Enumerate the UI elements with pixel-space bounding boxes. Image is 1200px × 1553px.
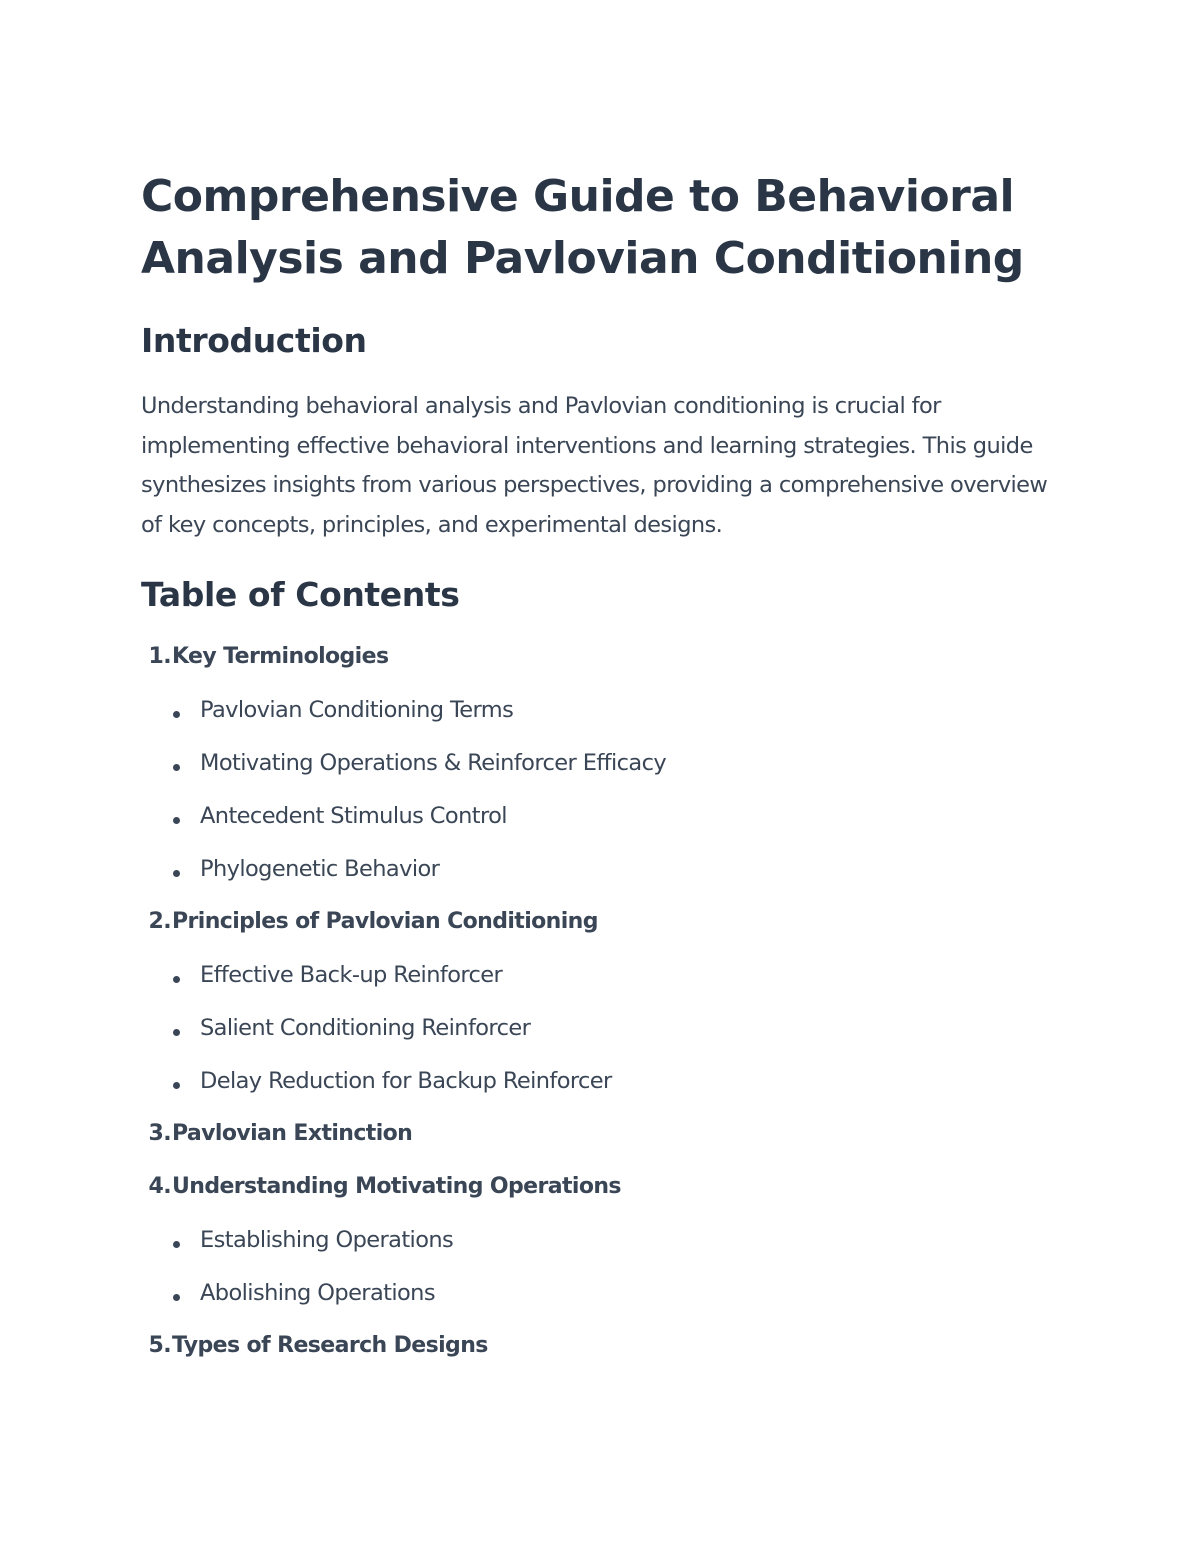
toc-section-title: Understanding Motivating Operations: [172, 1174, 621, 1200]
toc-subitem: [171, 1065, 1061, 1118]
toc-subitem: [171, 853, 1061, 906]
toc-subitem-label: Abolishing Operations: [200, 1280, 435, 1307]
toc-subitem-label: Phylogenetic Behavior: [200, 856, 440, 883]
toc-subitem: [171, 694, 1061, 747]
introduction-paragraph: Understanding behavioral analysis and Pavlovian conditioning is crucial for implementing effective behavioral interventions and learning strategies. This guide synthesizes insights from various perspectives, providing a comprehensive overview of key concepts, principles, and experimental designs.: [141, 393, 1048, 538]
toc-subitem-list: [141, 694, 1061, 906]
toc-subitem-list: [141, 959, 1061, 1118]
document-page: [141, 166, 1061, 1383]
toc-section-title: Pavlovian Extinction: [172, 1121, 413, 1147]
toc-subitem: [171, 1277, 1061, 1330]
toc-subitem-label: Delay Reduction for Backup Reinforcer: [200, 1068, 612, 1095]
toc-section: [141, 1330, 1061, 1383]
toc-heading: Table of Contents: [141, 575, 460, 615]
toc-section-number: 1.: [148, 644, 171, 670]
toc-section-row: [141, 1118, 1061, 1171]
toc-subitem-label: Antecedent Stimulus Control: [200, 803, 507, 830]
toc-section-number: 5.: [148, 1333, 171, 1359]
toc-subitem-list: [141, 1224, 1061, 1330]
toc-section-number: 2.: [148, 909, 171, 935]
toc-subitem-label: Pavlovian Conditioning Terms: [200, 697, 514, 724]
toc-subitem-label: Motivating Operations & Reinforcer Efficacy: [200, 750, 667, 777]
introduction-heading: Introduction: [141, 321, 367, 360]
toc-section: [141, 1118, 1061, 1171]
toc-section-row: [141, 1171, 1061, 1224]
toc-section-row: [141, 906, 1061, 959]
document-title: Comprehensive Guide to Behavioral Analysis and Pavlovian Conditioning: [141, 171, 1024, 284]
toc-subitem-label: Establishing Operations: [200, 1227, 454, 1254]
toc-section-title: Principles of Pavlovian Conditioning: [172, 909, 598, 935]
toc-subitem: [171, 959, 1061, 1012]
toc-section-row: [141, 641, 1061, 694]
toc-subitem: [171, 1224, 1061, 1277]
toc-section-number: 3.: [148, 1121, 171, 1147]
toc-section-number: 4.: [148, 1174, 171, 1200]
toc-subitem-label: Effective Back-up Reinforcer: [200, 962, 503, 989]
toc-subitem: [171, 1012, 1061, 1065]
toc-section: [141, 641, 1061, 906]
toc-subitem: [171, 800, 1061, 853]
toc-section: [141, 906, 1061, 1118]
toc-section-title: Types of Research Designs: [172, 1333, 488, 1359]
toc-subitem: [171, 747, 1061, 800]
toc-section-row: [141, 1330, 1061, 1383]
toc-section: [141, 1171, 1061, 1330]
toc-section-title: Key Terminologies: [172, 644, 389, 670]
table-of-contents: [141, 641, 1061, 1383]
toc-subitem-label: Salient Conditioning Reinforcer: [200, 1015, 531, 1042]
